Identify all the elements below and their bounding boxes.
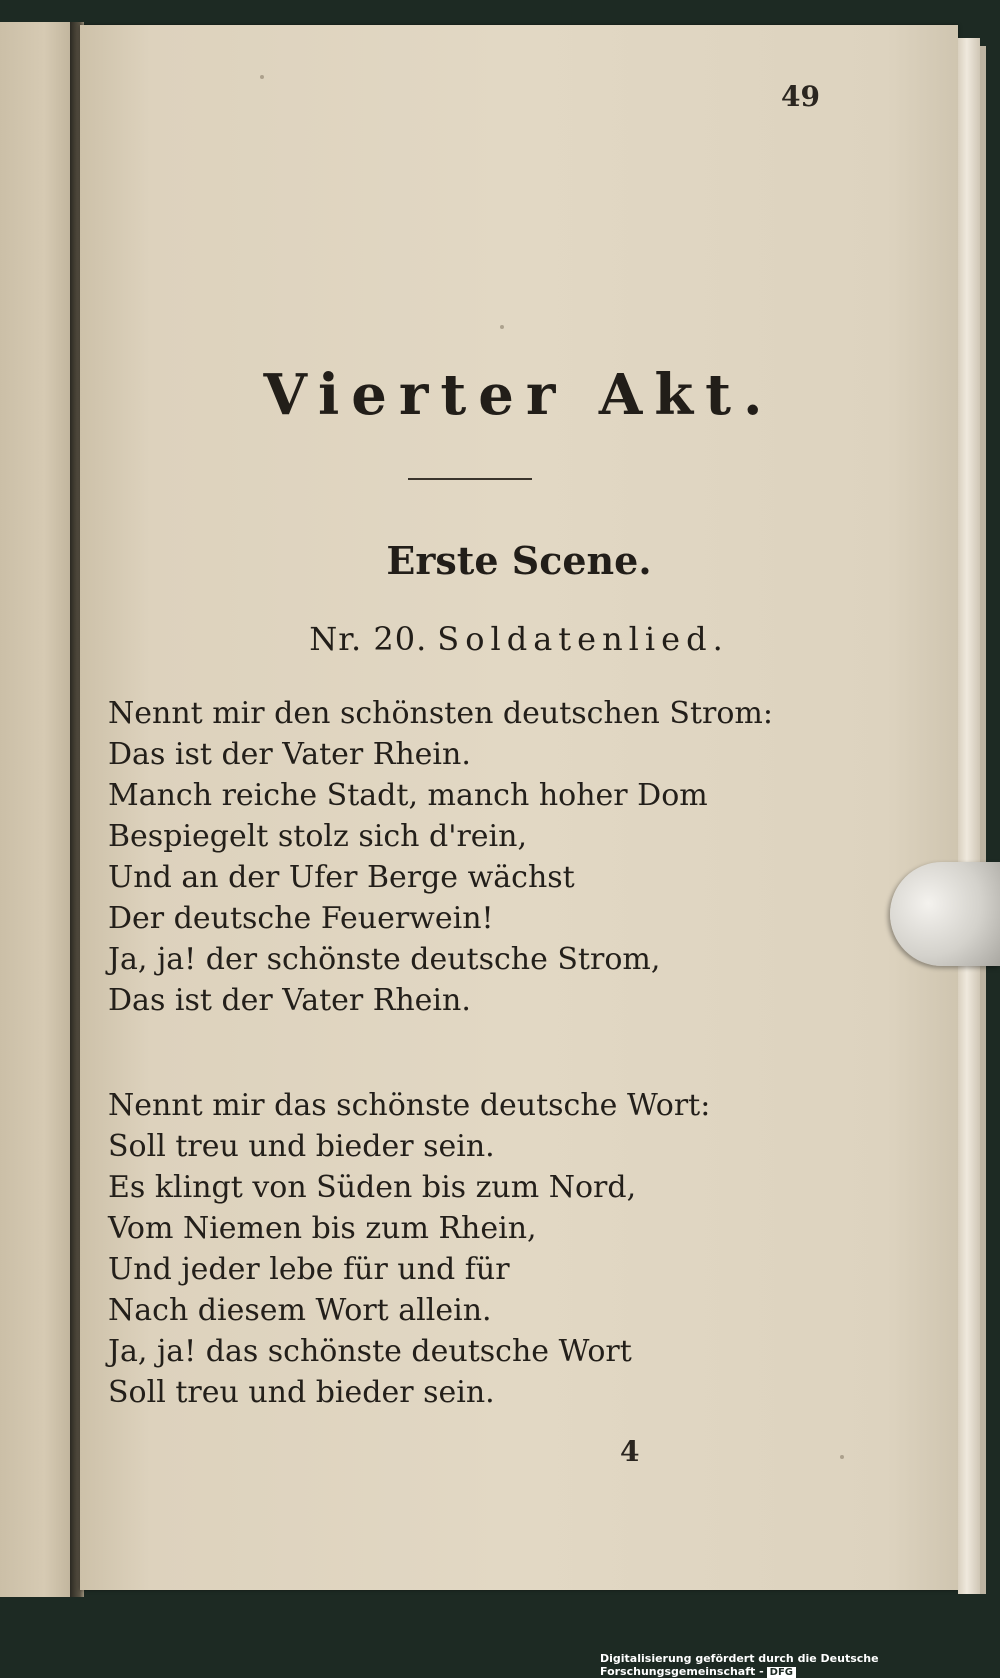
scene-title: Erste Scene.	[386, 538, 652, 583]
act-title: Vierter Akt.	[263, 362, 775, 428]
facing-page	[0, 22, 74, 1597]
verse-line: Nach diesem Wort allein.	[108, 1293, 492, 1328]
verse-line: Das ist der Vater Rhein.	[108, 983, 471, 1018]
verse-line: Und jeder lebe für und für	[108, 1252, 510, 1287]
verse-line: Ja, ja! das schönste deutsche Wort	[108, 1334, 632, 1369]
dfg-logo: DFG	[767, 1667, 796, 1678]
verse-line: Das ist der Vater Rhein.	[108, 737, 471, 772]
verse-line: Bespiegelt stolz sich d'rein,	[108, 819, 527, 854]
verse-line: Manch reiche Stadt, manch hoher Dom	[108, 778, 708, 813]
verse-line: Nennt mir den schönsten deutschen Strom:	[108, 696, 773, 731]
verse-line: Vom Niemen bis zum Rhein,	[108, 1211, 537, 1246]
page-edge-shadow	[980, 46, 986, 1594]
verse-line: Und an der Ufer Berge wächst	[108, 860, 575, 895]
title-divider	[408, 478, 532, 480]
paper-speck	[260, 75, 264, 79]
digitization-credit	[600, 1652, 1000, 1678]
verse-line: Nennt mir das schönste deutsche Wort:	[108, 1088, 711, 1123]
verse-line: Es klingt von Süden bis zum Nord,	[108, 1170, 637, 1205]
page-edge	[958, 38, 980, 1594]
song-title: Soldatenlied.	[437, 620, 729, 658]
verse-line: Soll treu und bieder sein.	[108, 1129, 495, 1164]
song-number: Nr. 20.	[309, 620, 428, 658]
verse-line: Ja, ja! der schönste deutsche Strom,	[108, 942, 661, 977]
song-heading	[80, 620, 958, 658]
credit-text: Digitalisierung gefördert durch die Deutsche Forschungsgemeinschaft -	[600, 1652, 879, 1678]
signature-mark: 4	[620, 1435, 640, 1468]
page-clip	[890, 862, 1000, 966]
page-number: 49	[781, 80, 820, 113]
paper-speck	[840, 1455, 844, 1459]
stanza-2	[108, 1085, 748, 1413]
verse-line: Soll treu und bieder sein.	[108, 1375, 495, 1410]
verse-line: Der deutsche Feuerwein!	[108, 901, 494, 936]
paper-speck	[500, 325, 504, 329]
stanza-1	[108, 693, 773, 1021]
